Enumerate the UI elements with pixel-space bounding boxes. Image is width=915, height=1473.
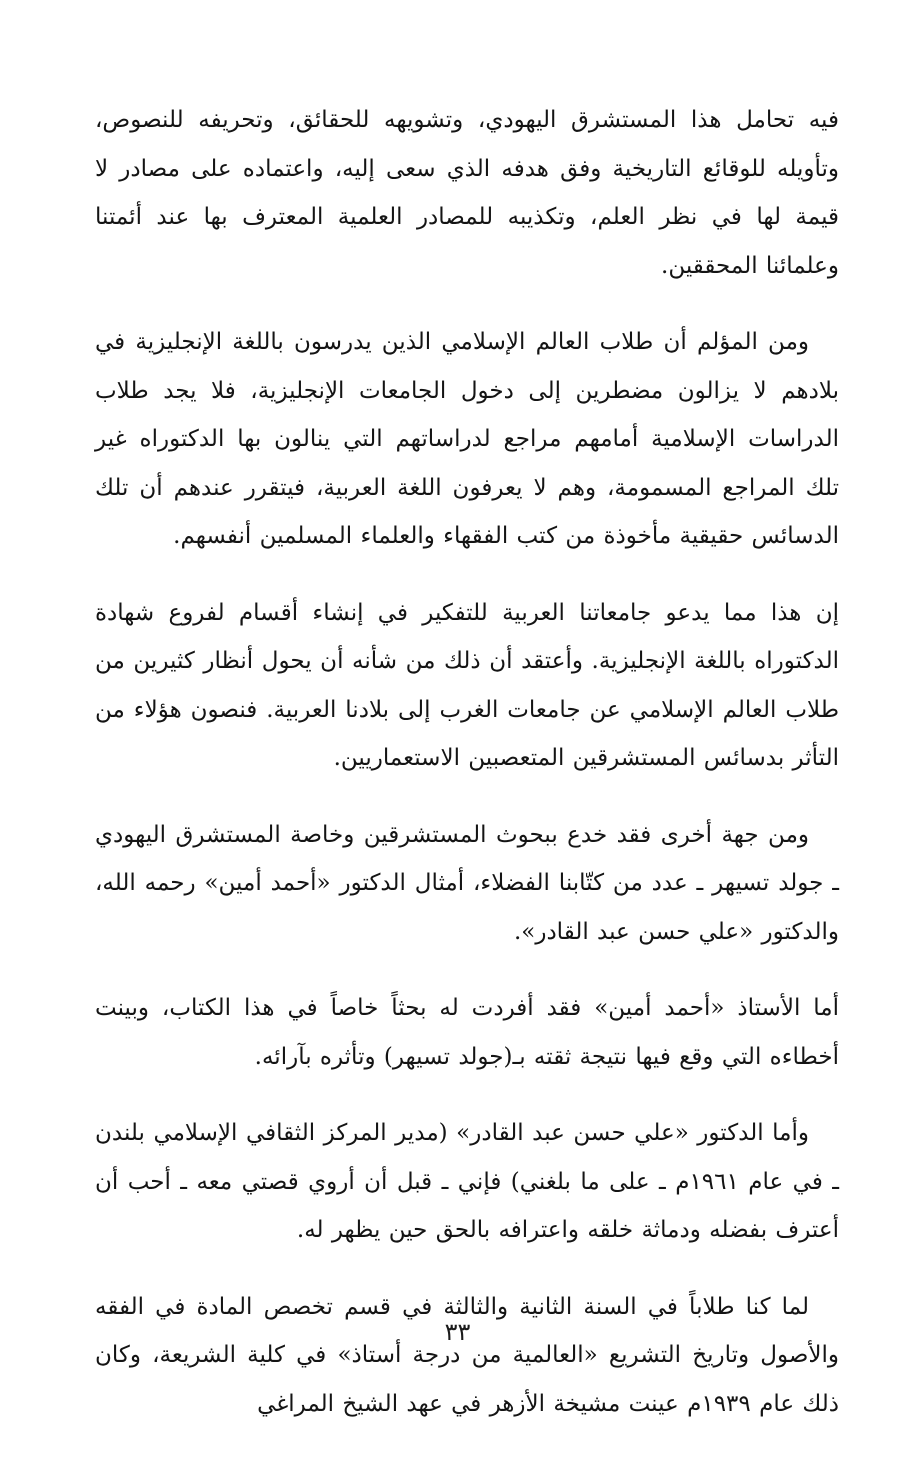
paragraph-2: ومن المؤلم أن طلاب العالم الإسلامي الذين يدرسون باللغة الإنجليزية في بلادهم لا يزالون مضطرين إلى دخول الجامعات الإنجليزية، فلا يجد طلاب الدراسات الإسلامية أمامهم مراجع لدراساتهم التي ينالون بها الدكتوراه غير تلك المراجع المسمومة، وهم لا يعرفون اللغة العربية، فيتقرر عندهم أن تلك الدسائس حقيقية مأخوذة من كتب الفقهاء والعلماء المسلمين أنفسهم. bbox=[95, 329, 840, 549]
page-number: ٣٣ bbox=[444, 1318, 471, 1346]
paragraph-6: وأما الدكتور «علي حسن عبد القادر» (مدير المركز الثقافي الإسلامي بلندن ـ في عام ١٩٦١م ـ على ما بلغني) فإني ـ قبل أن أروي قصتي معه ـ أحب أن أعترف بفضله ودماثة خلقه واعترافه بالحق حين يظهر له. bbox=[95, 1120, 839, 1243]
paragraph-3: إن هذا مما يدعو جامعاتنا العربية للتفكير في إنشاء أقسام لفروع شهادة الدكتوراه باللغة الإنجليزية. وأعتقد أن ذلك من شأنه أن يحول أنظار كثيرين من طلاب العالم الإسلامي عن جامعات الغرب إلى بلادنا العربية. فنصون هؤلاء من التأثر بدسائس المستشرقين المتعصبين الاستعماريين. bbox=[95, 599, 839, 771]
page-body bbox=[95, 96, 839, 1456]
paragraph-4: ومن جهة أخرى فقد خدع ببحوث المستشرقين وخاصة المستشرق اليهودي ـ جولد تسيهر ـ عدد من كتّابنا الفضلاء، أمثال الدكتور «أحمد أمين» رحمه الله، والدكتور «علي حسن عبد القادر». bbox=[95, 821, 839, 945]
paragraph-5: أما الأستاذ «أحمد أمين» فقد أفردت له بحثاً خاصاً في هذا الكتاب، وبينت أخطاءه التي وقع فيها نتيجة ثقته بـ(جولد تسيهر) وتأثره بآرائه. bbox=[95, 995, 839, 1070]
paragraph-7: لما كنا طلاباً في السنة الثانية والثالثة في قسم تخصص المادة في الفقه والأصول وتاريخ التشريع «العالمية من درجة أستاذ» في كلية الشريعة، وكان ذلك عام ١٩٣٩م عينت مشيخة الأزهر في عهد الشيخ المراغي bbox=[95, 1293, 839, 1417]
paragraph-1: فيه تحامل هذا المستشرق اليهودي، وتشويهه للحقائق، وتحريفه للنصوص، وتأويله للوقائع التاريخية وفق هدفه الذي سعى إليه، واعتماده على مصادر لا قيمة لها في نظر العلم، وتكذيبه للمصادر العلمية المعترف بها عند أئمتنا وعلمائنا المحققين. bbox=[95, 107, 839, 279]
